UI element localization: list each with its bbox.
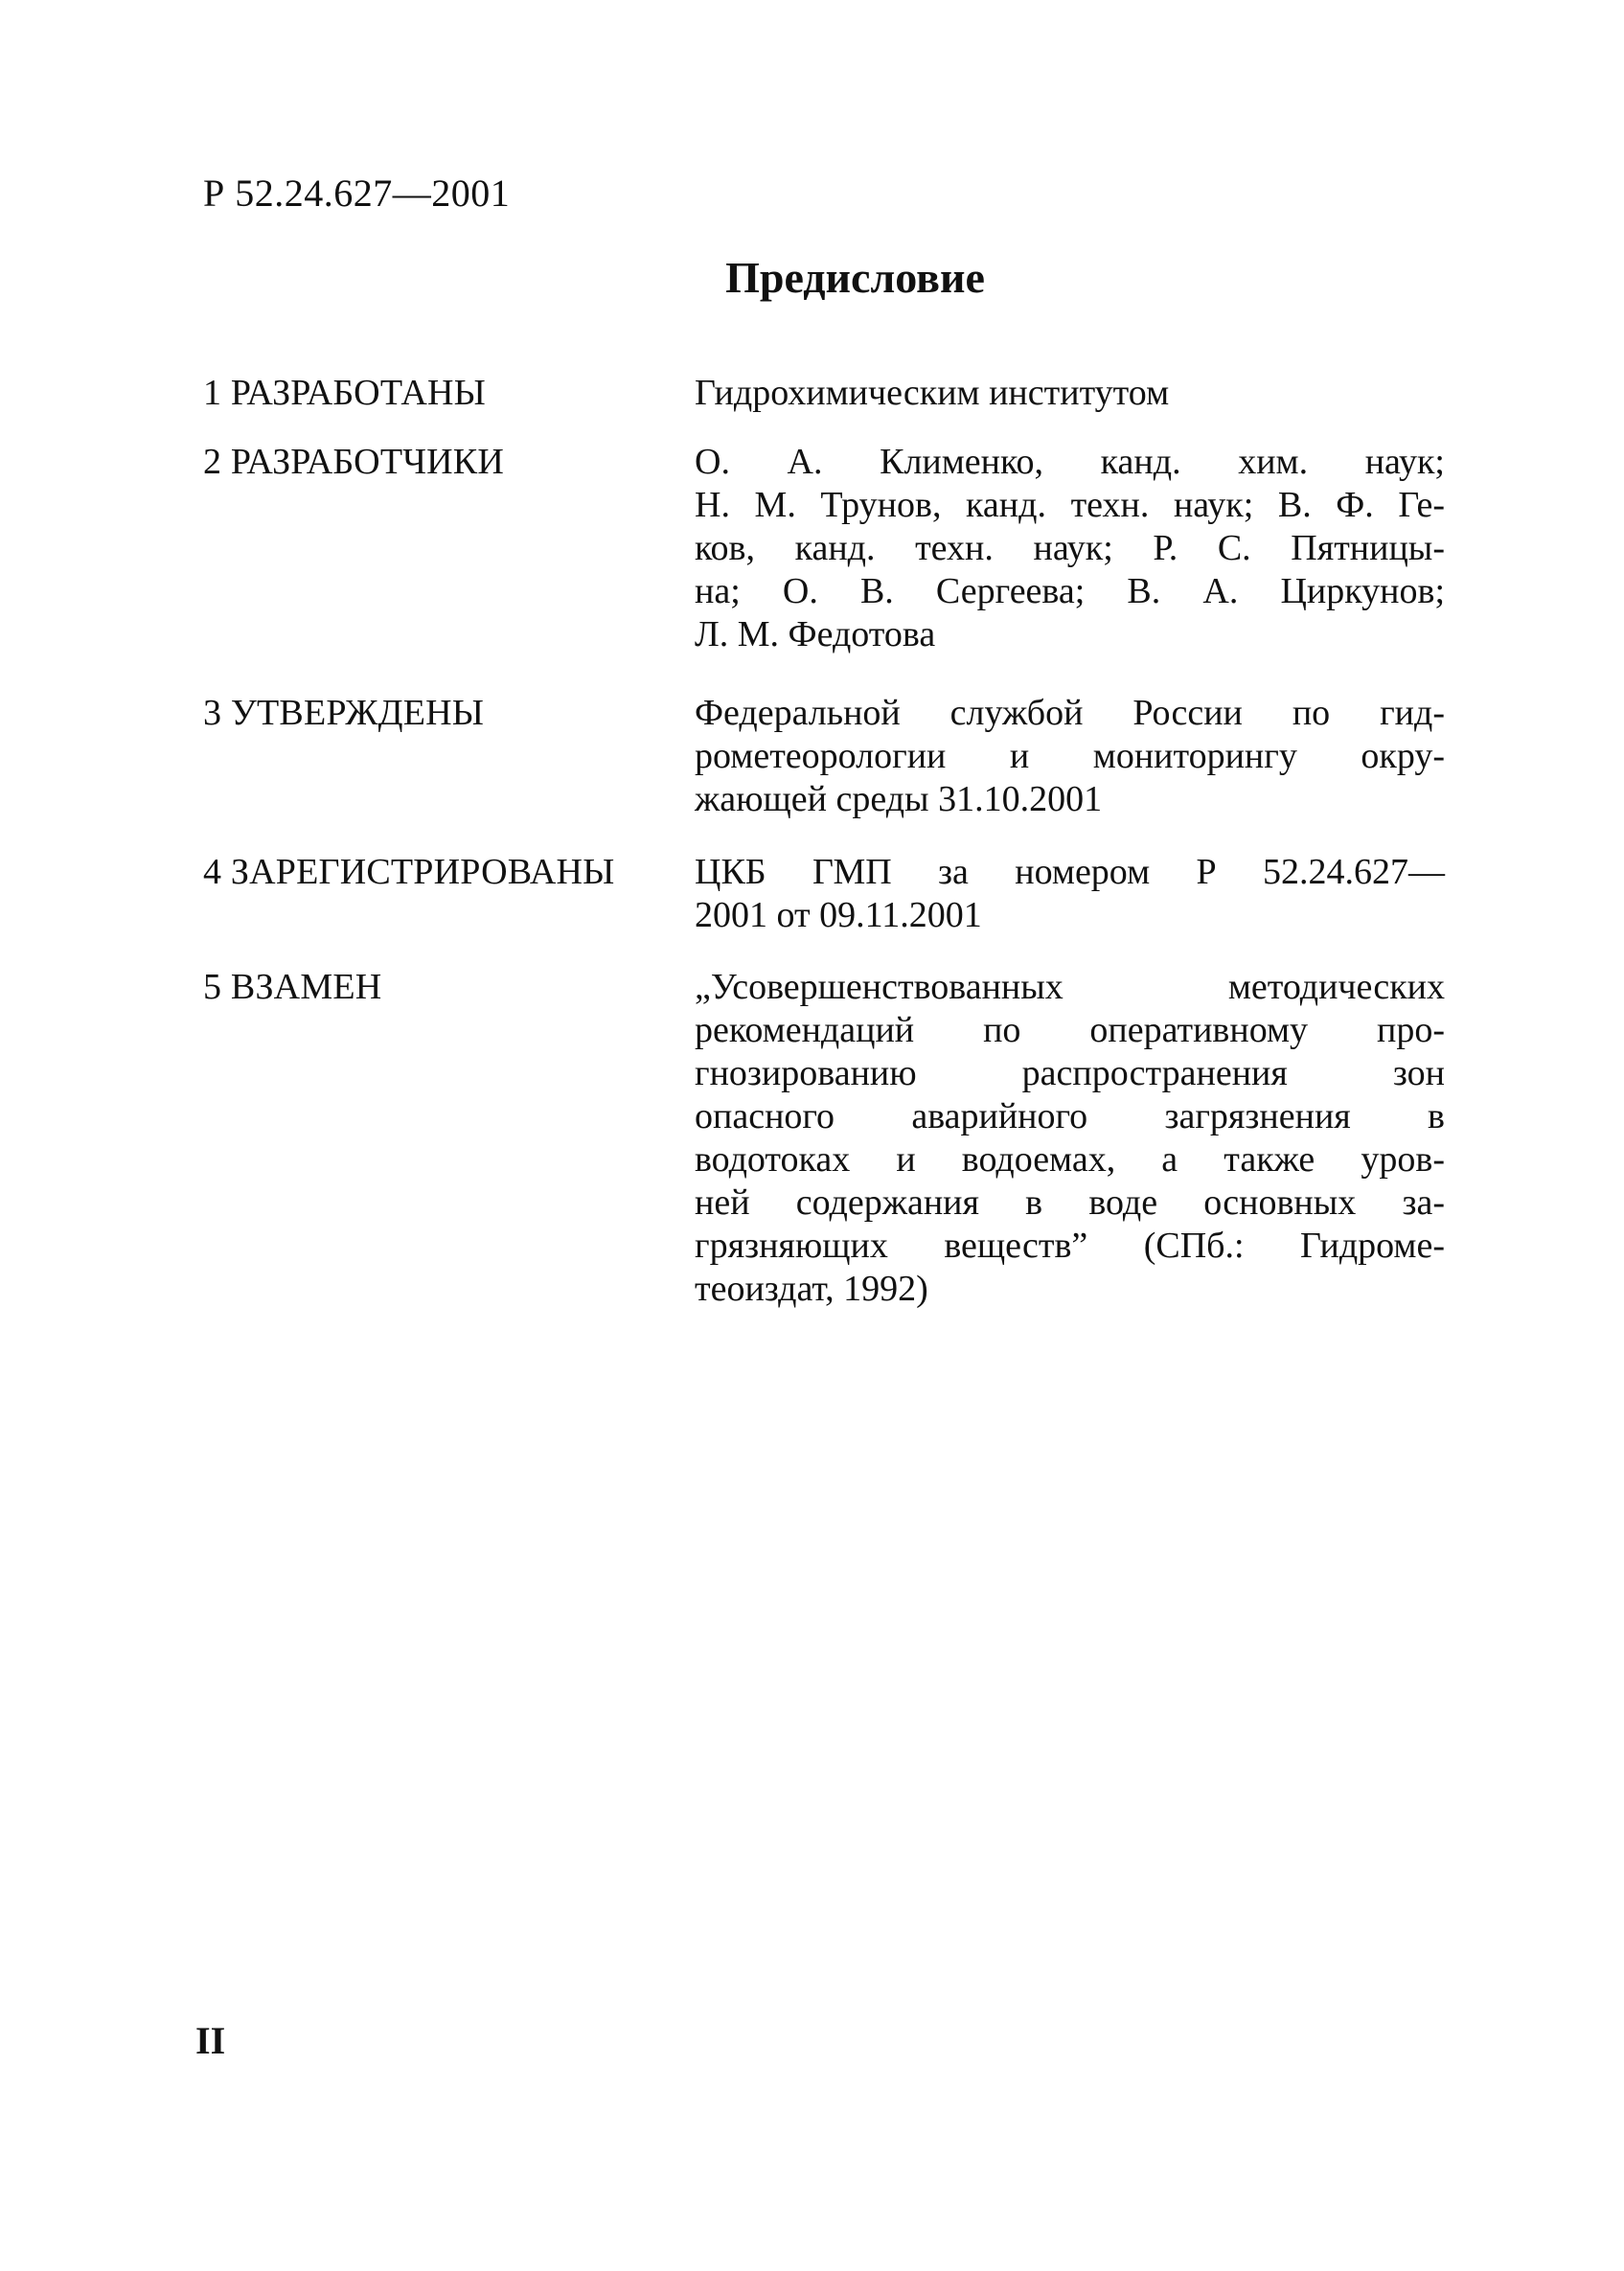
item-value [695,372,1445,415]
item-value-line: грязняющих веществ” (СПб.: Гидроме- [695,1226,1445,1266]
item-value-line: водотоках и водоемах, а также уров- [695,1139,1445,1180]
item-value-line: рекомендаций по оперативному про- [695,1010,1445,1050]
item-value-line: жающей среды 31.10.2001 [695,779,1103,819]
item-label: 5 ВЗАМЕН [203,967,382,1007]
page-title: Предисловие [725,253,985,302]
item-value-line: ней содержания в воде основных за- [695,1182,1445,1223]
item-value-line: О. А. Клименко, канд. хим. наук; [695,442,1445,482]
preface-item-registered [203,851,1445,937]
item-value-line: 2001 от 09.11.2001 [695,895,982,935]
item-label: 4 ЗАРЕГИСТРИРОВАНЫ [203,852,615,892]
preface-item-developers [203,441,1445,656]
item-value-line: ков, канд. техн. наук; Р. С. Пятницы- [695,528,1445,568]
item-value-line: Федеральной службой России по гид- [695,693,1445,733]
item-value [695,441,1445,656]
item-label: 1 РАЗРАБОТАНЫ [203,373,486,413]
item-value-line: рометеорологии и мониторингу окру- [695,736,1445,776]
item-value-line: Л. М. Федотова [695,614,936,654]
item-value-line: на; О. В. Сергеева; В. А. Циркунов; [695,571,1445,611]
item-value [695,692,1445,821]
document-code: Р 52.24.627—2001 [203,172,511,215]
item-value-line: Гидрохимическим институтом [695,373,1170,413]
preface-item-replaces [203,966,1445,1311]
item-value-line: опасного аварийного загрязнения в [695,1096,1445,1136]
item-value-line: ЦКБ ГМП за номером Р 52.24.627— [695,852,1445,892]
item-label: 3 УТВЕРЖДЕНЫ [203,693,485,733]
preface-item-approved [203,692,1445,821]
item-value-line: „Усовершенствованных методических [695,967,1445,1007]
preface-item-developed [203,372,1445,415]
page-number: II [195,2019,226,2062]
item-value-line: гнозированию распространения зон [695,1053,1445,1093]
item-value-line: теоиздат, 1992) [695,1269,928,1309]
item-label: 2 РАЗРАБОТЧИКИ [203,442,504,482]
item-value [695,851,1445,937]
item-value [695,966,1445,1311]
item-value-line: Н. М. Трунов, канд. техн. наук; В. Ф. Ге- [695,485,1445,525]
